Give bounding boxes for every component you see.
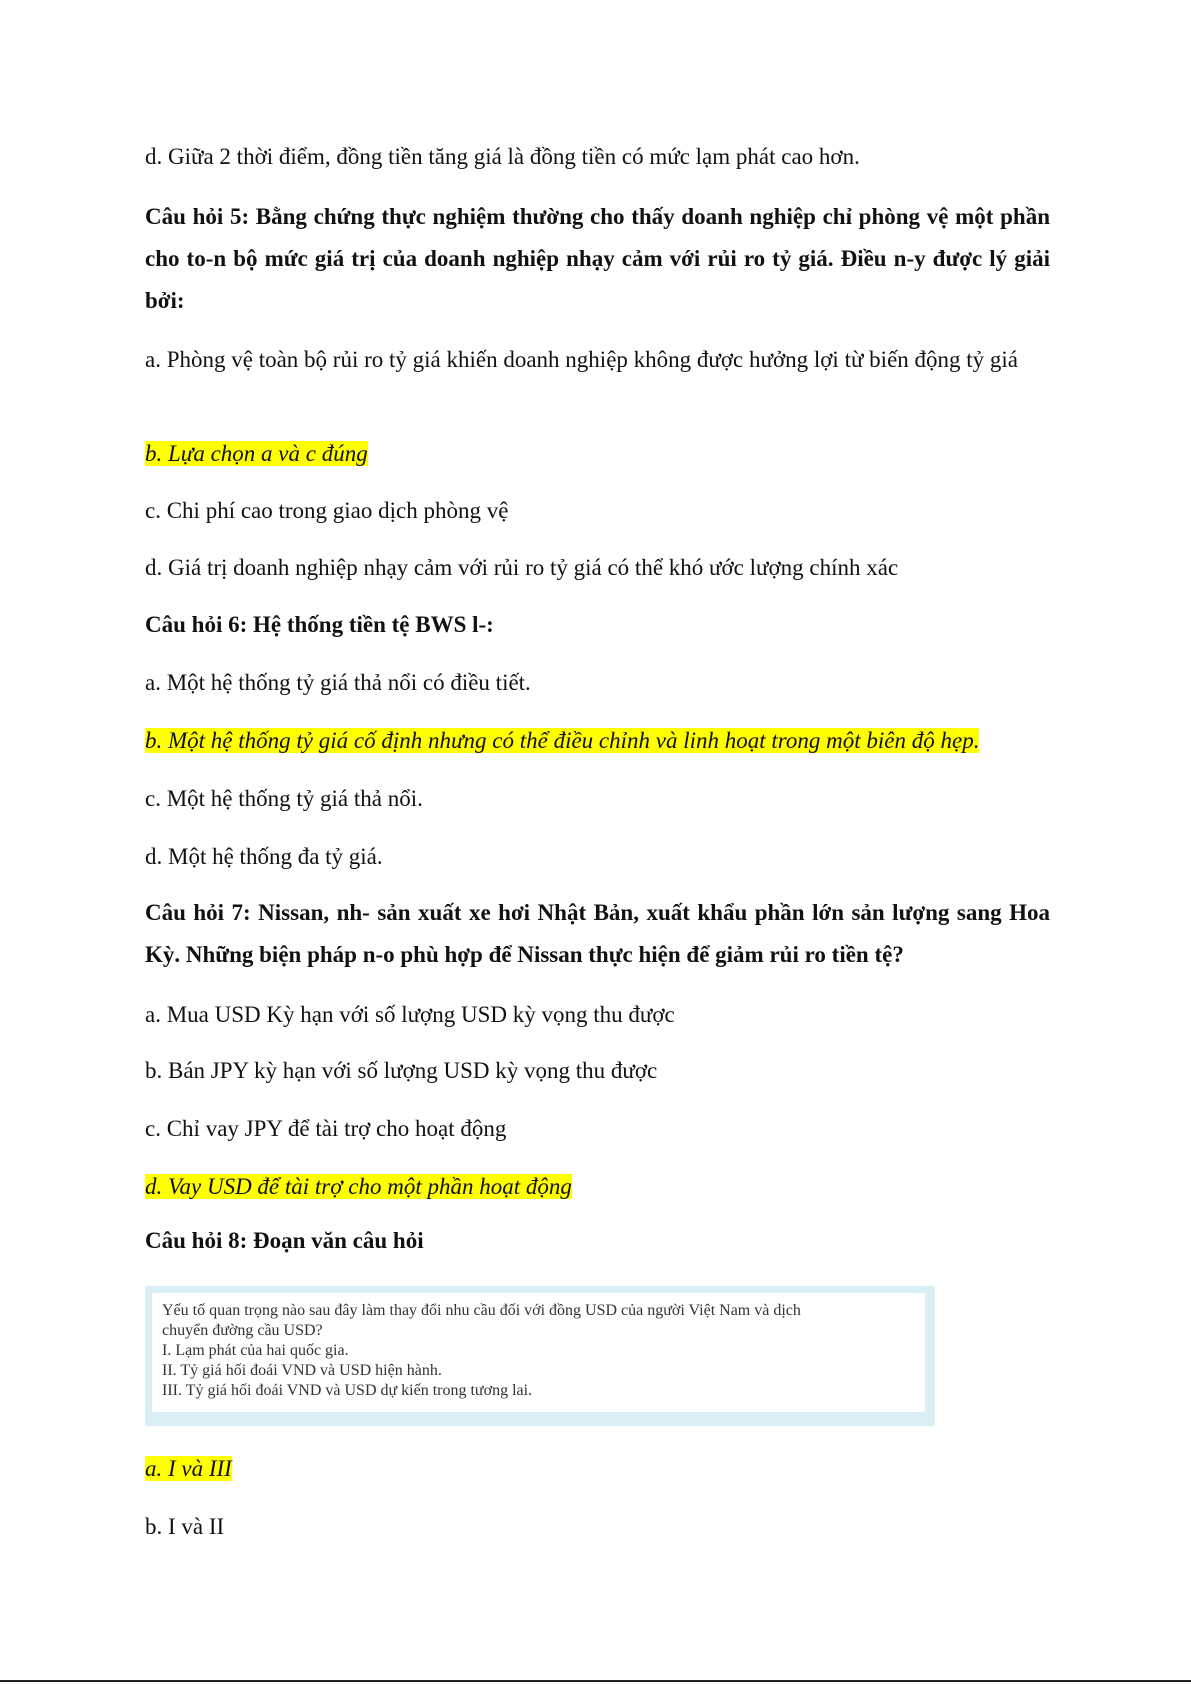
q5-option-d: d. Giá trị doanh nghiệp nhạy cảm với rủi ro tỷ giá có thể khó ước lượng chính xác (145, 555, 899, 580)
question-5: Câu hỏi 5: Bằng chứng thực nghiệm thường cho thấy doanh nghiệp chỉ phòng vệ một phần cho to-n bộ mức giá trị của doanh nghiệp nhạy cảm với rủi ro tỷ giá. Điều n-y được lý giải bởi: (145, 204, 1050, 313)
question-passage-box (145, 1286, 935, 1426)
q6-option-d: d. Một hệ thống đa tỷ giá. (145, 844, 383, 869)
answer-highlight: a. I và III (145, 1456, 232, 1481)
passage-line: Yếu tố quan trọng nào sau đây làm thay đổi nhu cầu đối với đồng USD của người Việt Nam và dịch (162, 1302, 801, 1319)
q5-option-a: a. Phòng vệ toàn bộ rủi ro tỷ giá khiến doanh nghiệp không được hưởng lợi từ biến động tỷ giá (145, 347, 1019, 372)
question-6: Câu hỏi 6: Hệ thống tiền tệ BWS l-: (145, 612, 494, 637)
q6-option-b (145, 726, 1050, 756)
q7-option-d (145, 1172, 1050, 1202)
q6-option-c: c. Một hệ thống tỷ giá thả nổi. (145, 786, 423, 811)
answer-highlight: b. Một hệ thống tỷ giá cố định nhưng có thể điều chỉnh và linh hoạt trong một biên độ hẹp. (145, 728, 980, 753)
passage-item: I. Lạm phát của hai quốc gia. (162, 1342, 349, 1359)
q7-option-c: c. Chỉ vay JPY để tài trợ cho hoạt động (145, 1116, 507, 1141)
question-8: Câu hỏi 8: Đoạn văn câu hỏi (145, 1228, 424, 1253)
answer-highlight: b. Lựa chọn a và c đúng (145, 441, 368, 466)
q7-option-b: b. Bán JPY kỳ hạn với số lượng USD kỳ vọng thu được (145, 1058, 658, 1083)
q5-option-b (145, 439, 1050, 469)
question-7: Câu hỏi 7: Nissan, nh- sản xuất xe hơi Nhật Bản, xuất khẩu phần lớn sản lượng sang Hoa Kỳ. Những biện pháp n-o phù hợp để Nissan thực hiện để giảm rủi ro tiền tệ? (145, 900, 1050, 967)
passage-item: II. Tỷ giá hối đoái VND và USD hiện hành. (162, 1362, 442, 1379)
q7-option-a: a. Mua USD Kỳ hạn với số lượng USD kỳ vọng thu được (145, 1002, 675, 1027)
passage-line: chuyển đường cầu USD? (162, 1322, 323, 1339)
q6-option-a: a. Một hệ thống tỷ giá thả nổi có điều tiết. (145, 670, 531, 695)
page-bottom-rule (0, 1680, 1191, 1682)
passage-item: III. Tỷ giá hối đoái VND và USD dự kiến trong tương lai. (162, 1382, 533, 1399)
q8-option-a (145, 1454, 1050, 1484)
question-passage (152, 1293, 925, 1412)
q8-option-b: b. I và II (145, 1514, 225, 1539)
q5-option-c: c. Chi phí cao trong giao dịch phòng vệ (145, 498, 509, 523)
answer-highlight: d. Vay USD để tài trợ cho một phần hoạt động (145, 1174, 572, 1199)
q4-option-d: d. Giữa 2 thời điểm, đồng tiền tăng giá là đồng tiền có mức lạm phát cao hơn. (145, 144, 860, 169)
